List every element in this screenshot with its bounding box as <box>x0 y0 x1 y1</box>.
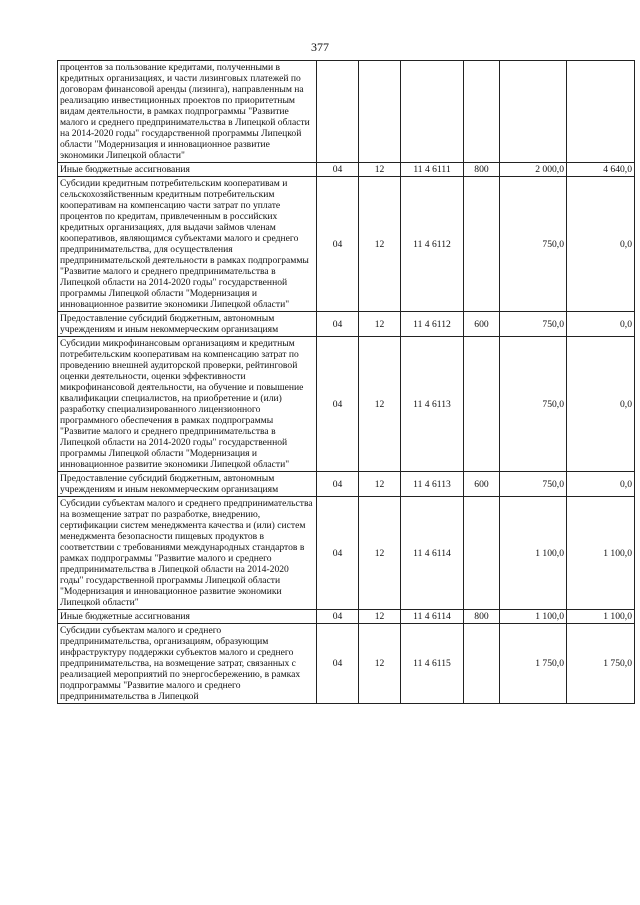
row-sum-1: 1 100,0 <box>500 610 567 624</box>
row-name: Субсидии кредитным потребительским кооперативам и сельскохозяйственным кредитным потребительским кооперативам на компенсацию части затрат по уплате процентов по кредитам, привлеченным в российских кредитных организациях, для выдачи займов членам кооперативов, являющимся субъектами малого и среднего предпринимательства, для осуществления предпринимательской деятельности в рамках подпрограммы "Развитие малого и среднего предпринимательства в Липецкой области на 2014-2020 годы" государственной программы Липецкой области "Модернизация и инновационное развитие экономики Липецкой области" <box>58 177 317 312</box>
row-name: Субсидии субъектам малого и среднего предпринимательства на возмещение затрат по разработке, внедрению, сертификации систем менеджмента качества и (или) систем менеджмента безопасности пищевых продуктов в соответствии с требованиями международных стандартов в рамках подпрограммы "Развитие малого и среднего предпринимательства в Липецкой области на 2014-2020 годы" государственной программы Липецкой области "Модернизация и инновационное развитие экономики Липецкой области" <box>58 497 317 610</box>
row-section: 04 <box>317 337 359 472</box>
row-section: 04 <box>317 610 359 624</box>
page-number: 377 <box>311 40 329 54</box>
table-row <box>58 497 635 610</box>
row-section: 04 <box>317 624 359 704</box>
row-expense-type <box>464 624 500 704</box>
row-sum-2: 0,0 <box>567 472 635 497</box>
row-subsection: 12 <box>359 610 401 624</box>
row-expense-type: 600 <box>464 472 500 497</box>
row-expense-type: 800 <box>464 610 500 624</box>
table-row <box>58 610 635 624</box>
row-sum-2: 0,0 <box>567 312 635 337</box>
row-code: 11 4 6115 <box>401 624 464 704</box>
row-expense-type: 800 <box>464 163 500 177</box>
row-subsection: 12 <box>359 472 401 497</box>
row-sum-2 <box>567 61 635 163</box>
row-sum-1: 750,0 <box>500 337 567 472</box>
row-code: 11 4 6113 <box>401 472 464 497</box>
row-sum-1: 2 000,0 <box>500 163 567 177</box>
row-name: Предоставление субсидий бюджетным, автономным учреждениям и иным некоммерческим организациям <box>58 312 317 337</box>
row-subsection: 12 <box>359 163 401 177</box>
row-sum-2: 0,0 <box>567 337 635 472</box>
row-code: 11 4 6113 <box>401 337 464 472</box>
row-sum-2: 1 100,0 <box>567 610 635 624</box>
row-subsection: 12 <box>359 312 401 337</box>
row-name: Субсидии субъектам малого и среднего предпринимательства, организациям, образующим инфраструктуру поддержки субъектов малого и среднего предпринимательства, на возмещение затрат, связанных с реализацией мероприятий по энергосбережению, в рамках подпрограммы "Развитие малого и среднего предпринимательства в Липецкой <box>58 624 317 704</box>
row-sum-1: 1 100,0 <box>500 497 567 610</box>
row-subsection <box>359 61 401 163</box>
table-row <box>58 472 635 497</box>
table-row <box>58 624 635 704</box>
table-row <box>58 337 635 472</box>
row-sum-1: 750,0 <box>500 472 567 497</box>
row-expense-type <box>464 337 500 472</box>
row-name: Иные бюджетные ассигнования <box>58 610 317 624</box>
row-sum-2: 0,0 <box>567 177 635 312</box>
row-section: 04 <box>317 497 359 610</box>
table-row <box>58 312 635 337</box>
row-subsection: 12 <box>359 624 401 704</box>
table-row <box>58 163 635 177</box>
row-code: 11 4 6114 <box>401 610 464 624</box>
row-code: 11 4 6112 <box>401 177 464 312</box>
row-code: 11 4 6112 <box>401 312 464 337</box>
row-section: 04 <box>317 163 359 177</box>
row-expense-type <box>464 61 500 163</box>
row-expense-type <box>464 177 500 312</box>
row-sum-2: 4 640,0 <box>567 163 635 177</box>
table-row <box>58 177 635 312</box>
row-name: Субсидии микрофинансовым организациям и кредитным потребительским кооперативам на компенсацию затрат по проведению внешней аудиторской проверки, рейтинговой оценки деятельности, оценки эффективности микрофинансовой деятельности, на обучение и повышение квалификации специалистов, на приобретение и (или) разработку специализированного лицензионного программного обеспечения в рамках подпрограммы "Развитие малого и среднего предпринимательства в Липецкой области на 2014-2020 годы" государственной программы Липецкой области "Модернизация и инновационное развитие экономики Липецкой области" <box>58 337 317 472</box>
row-sum-1 <box>500 61 567 163</box>
row-name: Иные бюджетные ассигнования <box>58 163 317 177</box>
row-code <box>401 61 464 163</box>
row-section: 04 <box>317 472 359 497</box>
row-sum-1: 1 750,0 <box>500 624 567 704</box>
row-subsection: 12 <box>359 497 401 610</box>
row-section: 04 <box>317 177 359 312</box>
row-sum-1: 750,0 <box>500 177 567 312</box>
row-expense-type <box>464 497 500 610</box>
row-sum-2: 1 750,0 <box>567 624 635 704</box>
row-expense-type: 600 <box>464 312 500 337</box>
row-name: процентов за пользование кредитами, полученными в кредитных организациях, и части лизинговых платежей по договорам финансовой аренды (лизинга), направленным на реализацию инвестиционных проектов по приоритетным видам деятельности, в рамках подпрограммы "Развитие малого и среднего предпринимательства в Липецкой области на 2014-2020 годы" государственной программы Липецкой области "Модернизация и инновационное развитие экономики Липецкой области" <box>58 61 317 163</box>
row-section: 04 <box>317 312 359 337</box>
row-section <box>317 61 359 163</box>
row-subsection: 12 <box>359 337 401 472</box>
row-name: Предоставление субсидий бюджетным, автономным учреждениям и иным некоммерческим организациям <box>58 472 317 497</box>
row-code: 11 4 6114 <box>401 497 464 610</box>
row-sum-2: 1 100,0 <box>567 497 635 610</box>
row-code: 11 4 6111 <box>401 163 464 177</box>
row-sum-1: 750,0 <box>500 312 567 337</box>
row-subsection: 12 <box>359 177 401 312</box>
table-row <box>58 61 635 163</box>
budget-table <box>57 60 635 704</box>
